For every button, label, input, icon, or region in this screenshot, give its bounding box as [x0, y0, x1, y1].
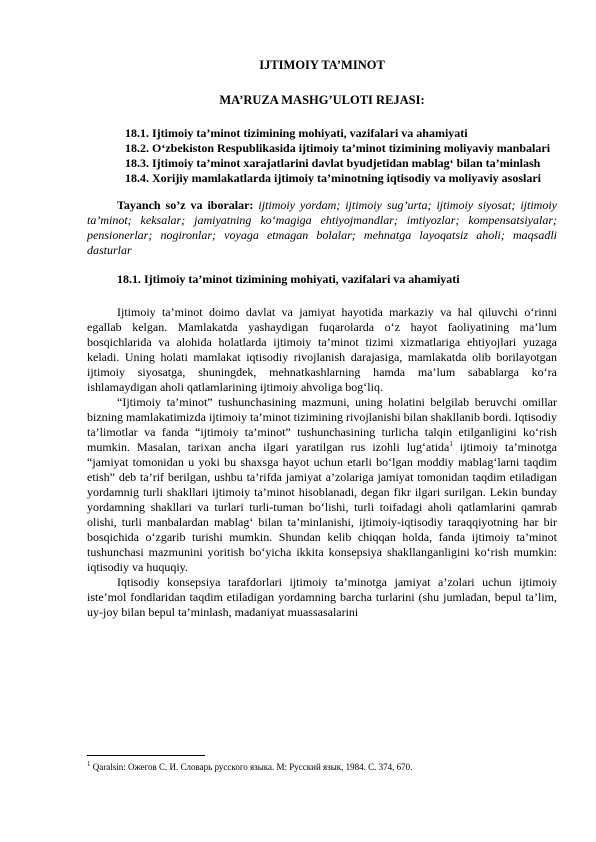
footnote-reference[interactable]: 1 — [449, 440, 453, 448]
plan-heading: MA’RUZA MASHG’ULOTI REJASI: — [219, 93, 425, 107]
keywords-label: Tayanch so’z va iboralar: — [117, 198, 254, 212]
plan-item-2: 18.2. O‘zbekiston Respublikasida ijtimoiy ta’minot tizimining moliyaviy manbalari — [125, 141, 551, 155]
paragraph-2-text-end: ijtimoiy ta’minotga “jamiyat tomonidan u yoki bu shaxsga hayot uchun etarli bo‘lgan moddiy mablag‘larni taqdim etish” deb ta’rif berilgan, ushbu ta’rifda jamiyat a’zolariga jamiyat tomonidan taqdim etiladigan yordamnig turli shakllari ijtimoiy ta’minot hisoblanadi, degan fikr ilgari surilgan. Lekin bunday yordamning shakllari va turlari turli-tuman bo‘lishi, turli toifadagi aholi qatlamlarini qamrab olishi, turli manbalardan mablag‘ bilan ta’minlanishi, ijtimoiy-iqtisodiy taraqqiyotning har bir bosqichida o‘zgarib turishi mumkin. Shundan kelib chiqqan holda, fanda ijtimoiy ta’minot tushunchasi mazmunini yoritish bo‘yicha ikkita konsepsiya shakllanganligini ko‘rish mumkin: iqtisodiy va huquqiy. — [87, 440, 557, 574]
footnote-number: 1 — [87, 760, 91, 768]
plan-item-4: 18.4. Xorijiy mamlakatlarda ijtimoiy ta’minotning iqtisodiy va moliyaviy asoslari — [125, 171, 541, 185]
section-heading: 18.1. Ijtimoiy ta’minot tizimining mohiyati, vazifalari va ahamiyati — [117, 272, 460, 286]
plan-item-3: 18.3. Ijtimoiy ta’minot xarajatlarini davlat byudjetidan mablag‘ bilan ta’minlash — [125, 156, 541, 170]
paragraph-2-text-start: “Ijtimoiy ta’minot” tushunchasining mazmuni, uning holatini belgilab beruvchi omillar bizning mamlakatimizda ijtimoiy ta’minot tizimining rivojlanishi bilan shakllanib bordi. Iqtisodiy ta’limotlar va fanda “ijtimoiy ta’minot” tushunchasining turlicha talqin etilganligini ko‘rish mumkin. Masalan, tarixan ancha ilgari yaratilgan rus izohli lug‘atida — [87, 395, 557, 454]
footnote-divider — [87, 755, 205, 756]
footnote-text: Qaralsin: Ожегов С. И. Словарь русского языка. М: Русский язык, 1984. С. 374, 670. — [90, 762, 413, 772]
keywords-text: ijtimoiy yordam; ijtimoiy sug’urta; ijtimoiy siyosat; ijtimoiy ta’minot; keksalar; jamiyatning ko‘magiga ehtiyojmandlar; imtiyozlar; kompensatsiyalar; pensionerlar; nogironlar; voyaga etmagan bolalar; mehnatga layoqatsiz aholi; maqsadli dasturlar — [87, 198, 558, 257]
document-title: IJTIMOIY TA’MINOT — [259, 58, 385, 72]
plan-item-1: 18.1. Ijtimoiy ta’minot tizimining mohiyati, vazifalari va ahamiyati — [125, 126, 468, 140]
body-paragraph-2 — [87, 395, 557, 575]
body-paragraph-3: Iqtisodiy konsepsiya tarafdorlari ijtimoiy ta’minotga jamiyat a’zolari uchun ijtimoiy iste’mol fondlaridan taqdim etiladigan yordamning barcha turlarini (shu jumladan, bepul ta’lim, uy-joy bilan bepul ta’minlash, madaniyat muassasalarini — [87, 575, 557, 619]
keywords-paragraph — [87, 198, 557, 258]
document-page — [87, 58, 557, 620]
footnote — [87, 762, 557, 773]
body-paragraph-1: Ijtimoiy ta’minot doimo davlat va jamiyat hayotida markaziy va hal qiluvchi o‘rinni egallab kelgan. Mamlakatda yashaydigan fuqarolarda o‘z hayot faoliyatining ma’lum bosqichlarida va alohida holatlarda ijtimoiy ta’minot tizimi xizmatlariga ehtiyojlari yuzaga keladi. Uning holati mamlakat iqtisodiy rivojlanish darajasiga, mamlakatda olib borilayotgan ijtimoiy siyosatga, shuningdek, mehnatkashlarning hamda ma’lum sabablarga ko‘ra ishlamaydigan aholi qatlamlarining ijtimoiy ahvoliga bog‘liq. — [87, 305, 557, 394]
